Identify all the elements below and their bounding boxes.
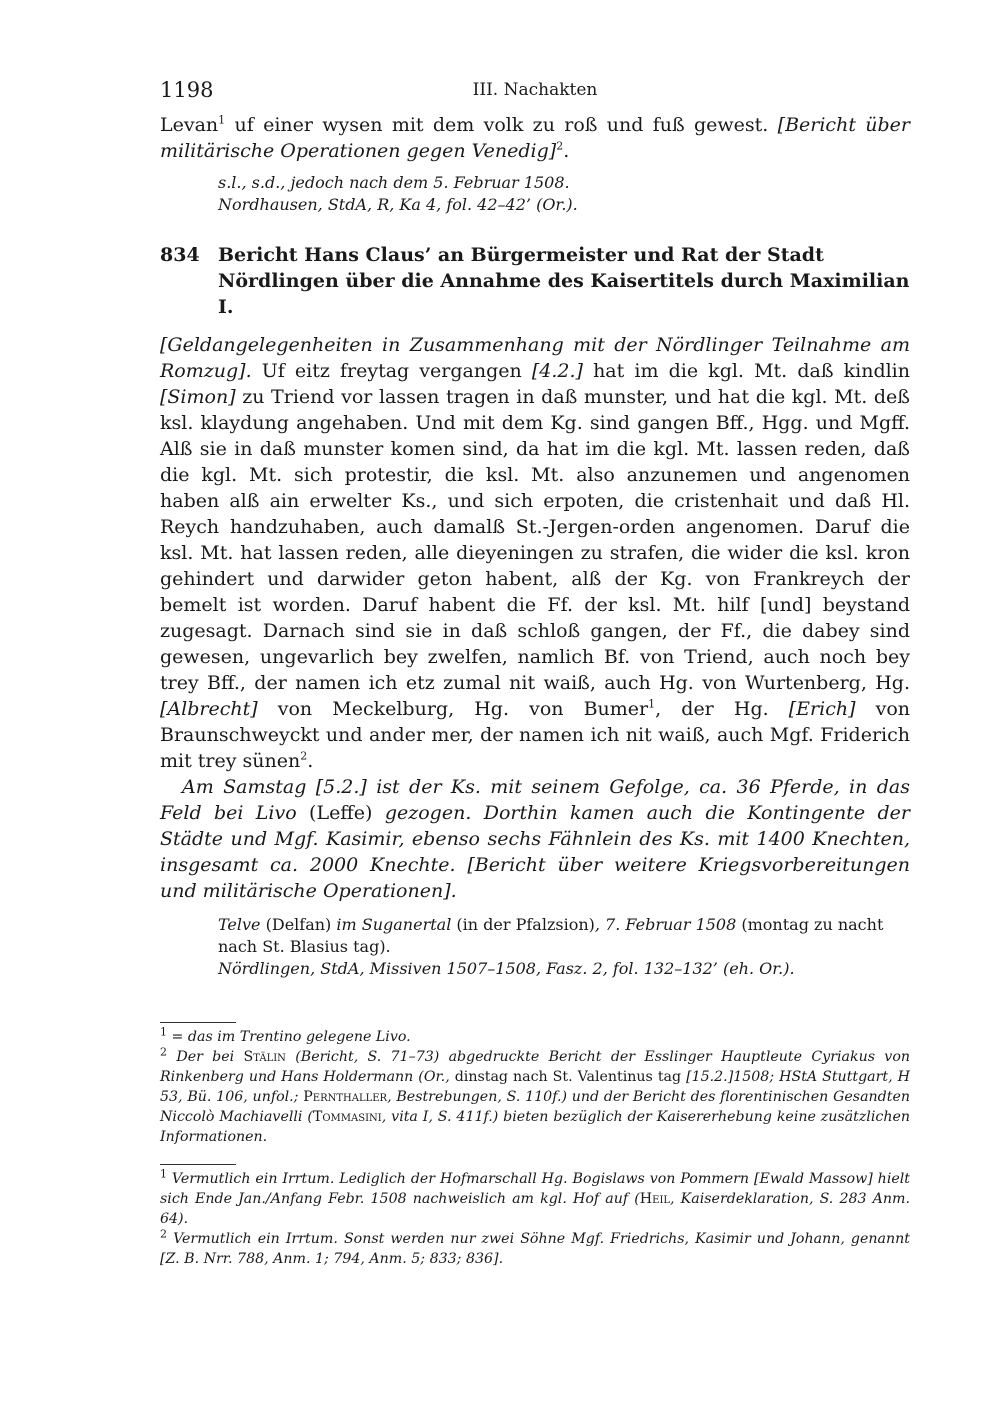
- footnote-rule: [160, 1022, 236, 1023]
- source-archive-line: Nordhausen, StdA, R, Ka 4, fol. 42–42’ (Or.).: [218, 195, 578, 214]
- document-paragraph-2: Am Samstag [5.2.] ist der Ks. mit seinem Gefolge, ca. 36 Pferde, in das Feld bei Livo (Leffe) gezogen. Dorthin kamen auch die Kontingente der Städte und Mgf. Kasimir, ebenso sechs Fähnlein des Ks. mit 1400 Knechten, insgesamt ca. 2000 Knechte. [Bericht über weitere Kriegsvorbereitungen und militärische Operationen].: [160, 776, 910, 902]
- page-header: [160, 78, 910, 110]
- page: [160, 78, 911, 1267]
- source-date-line: s.l., s.d., jedoch nach dem 5. Februar 1508.: [218, 173, 570, 192]
- source-archive-line: Nördlingen, StdA, Missiven 1507–1508, Fasz. 2, fol. 132–132’ (eh. Or.).: [218, 959, 795, 978]
- document-heading: [160, 242, 910, 320]
- footnote-ref: 2: [556, 139, 564, 153]
- footnotes-block-1: [160, 1022, 910, 1147]
- footnote-ref: 1: [218, 113, 226, 127]
- document-title: Bericht Hans Claus’ an Bürgermeister und Rat der Stadt Nördlingen über die Annahme des Kaisertitels durch Maximilian I.: [218, 244, 910, 318]
- footnote-ref: 1: [648, 697, 656, 711]
- document-source-block: [218, 914, 910, 980]
- footnote-2: $^2$ Der bei Stälin (Bericht, S. 71–73) abgedruckte Bericht der Esslinger Hauptleute Cyriakus von Rinkenberg und Hans Holdermann (Or., dinstag nach St. Valentinus tag [15.2.]1508; HStA Stuttgart, H 53, Bü. 106, unfol.; Pernthaller, Bestrebungen, S. 110f.) und der Bericht des florentinischen Gesandten Niccolò Machiavelli (Tommasini, vita I, S. 411f.) bieten bezüglich der Kaisererhebung keine zusätzlichen Informationen.: [160, 1045, 911, 1145]
- footnotes-block-2: [160, 1164, 910, 1269]
- footnote-2: $^2$ Vermutlich ein Irrtum. Sonst werden nur zwei Söhne Mgf. Friedrichs, Kasimir und Johann, genannt [Z. B. Nrr. 788, Anm. 1; 794, Anm. 5; 833; 836].: [160, 1227, 910, 1267]
- document-number: 834: [160, 244, 200, 266]
- footnote-1: $^1$ = das im Trentino gelegene Livo.: [160, 1025, 411, 1045]
- page-number: 1198: [160, 78, 214, 102]
- footnote-ref: 2: [300, 749, 308, 763]
- footnote-1: $^1$ Vermutlich ein Irrtum. Lediglich der Hofmarschall Hg. Bogislaws von Pommern [Ewald Massow] hielt sich Ende Jan./Anfang Febr. 1508 nachweislich am kgl. Hof auf (Heil, Kaiserdeklaration, S. 283 Anm. 64).: [160, 1167, 910, 1227]
- document-paragraph-1: [Geldangelegenheiten in Zusammenhang mit der Nördlinger Teilnahme am Romzug]. Uf eitz freytag vergangen [4.2.] hat im die kgl. Mt. daß kindlin [Simon] zu Triend vor lassen tragen in daß munster, und hat die kgl. Mt. deß ksl. klaydung angehaben. Und mit dem Kg. sind gangen Bff., Hgg. und Mgff. Alß sie in daß munster komen sind, da hat im die kgl. Mt. lassen reden, daß die kgl. Mt. sich protestir, die ksl. Mt. also anzunemen und angenomen haben alß ain erwelter Ks., und sich erpoten, die cristenhait und daß Hl. Reych handzuhaben, auch damalß St.-Jergen-orden angenomen. Daruf die ksl. Mt. hat lassen reden, alle dieyeningen zu strafen, die wider die ksl. kron gehindert und darwider geton habent, alß der Kg. von Frankreych der bemelt ist worden. Daruf habent die Ff. der ksl. Mt. hilf [und] beystand zugesagt. Darnach sind sie in daß schloß gangen, der Ff., die dabey sind gewesen, ungevarlich bey zwelfen, namlich Bf. von Triend, auch noch bey trey Bff., der namen ich etz zumal nit waiß, auch Hg. von Wurtenberg, Hg. [Albrecht] von Meckelburg, Hg. von Bumer$^1$, der Hg. [Erich] von Braunschweyckt und ander mer, der namen ich nit waiß, auch Mgf. Friderich mit trey sünen$^2$.: [160, 334, 910, 772]
- editorial-summary: [Bericht über militärische Operationen gegen Venedig]: [160, 114, 910, 162]
- running-title: III. Nachakten: [472, 80, 598, 100]
- previous-document-end: Levan$^1$ uf einer wysen mit dem volk zu roß und fuß gewest. [Bericht über militärische Operationen gegen Venedig]$^2$.: [160, 113, 910, 162]
- source-date-line: Telve (Delfan) im Suganertal (in der Pfalzsion), 7. Februar 1508 (montag zu nacht nach St. Blasius tag).: [218, 915, 884, 956]
- previous-source-block: [218, 172, 910, 216]
- footnote-rule: [160, 1164, 236, 1165]
